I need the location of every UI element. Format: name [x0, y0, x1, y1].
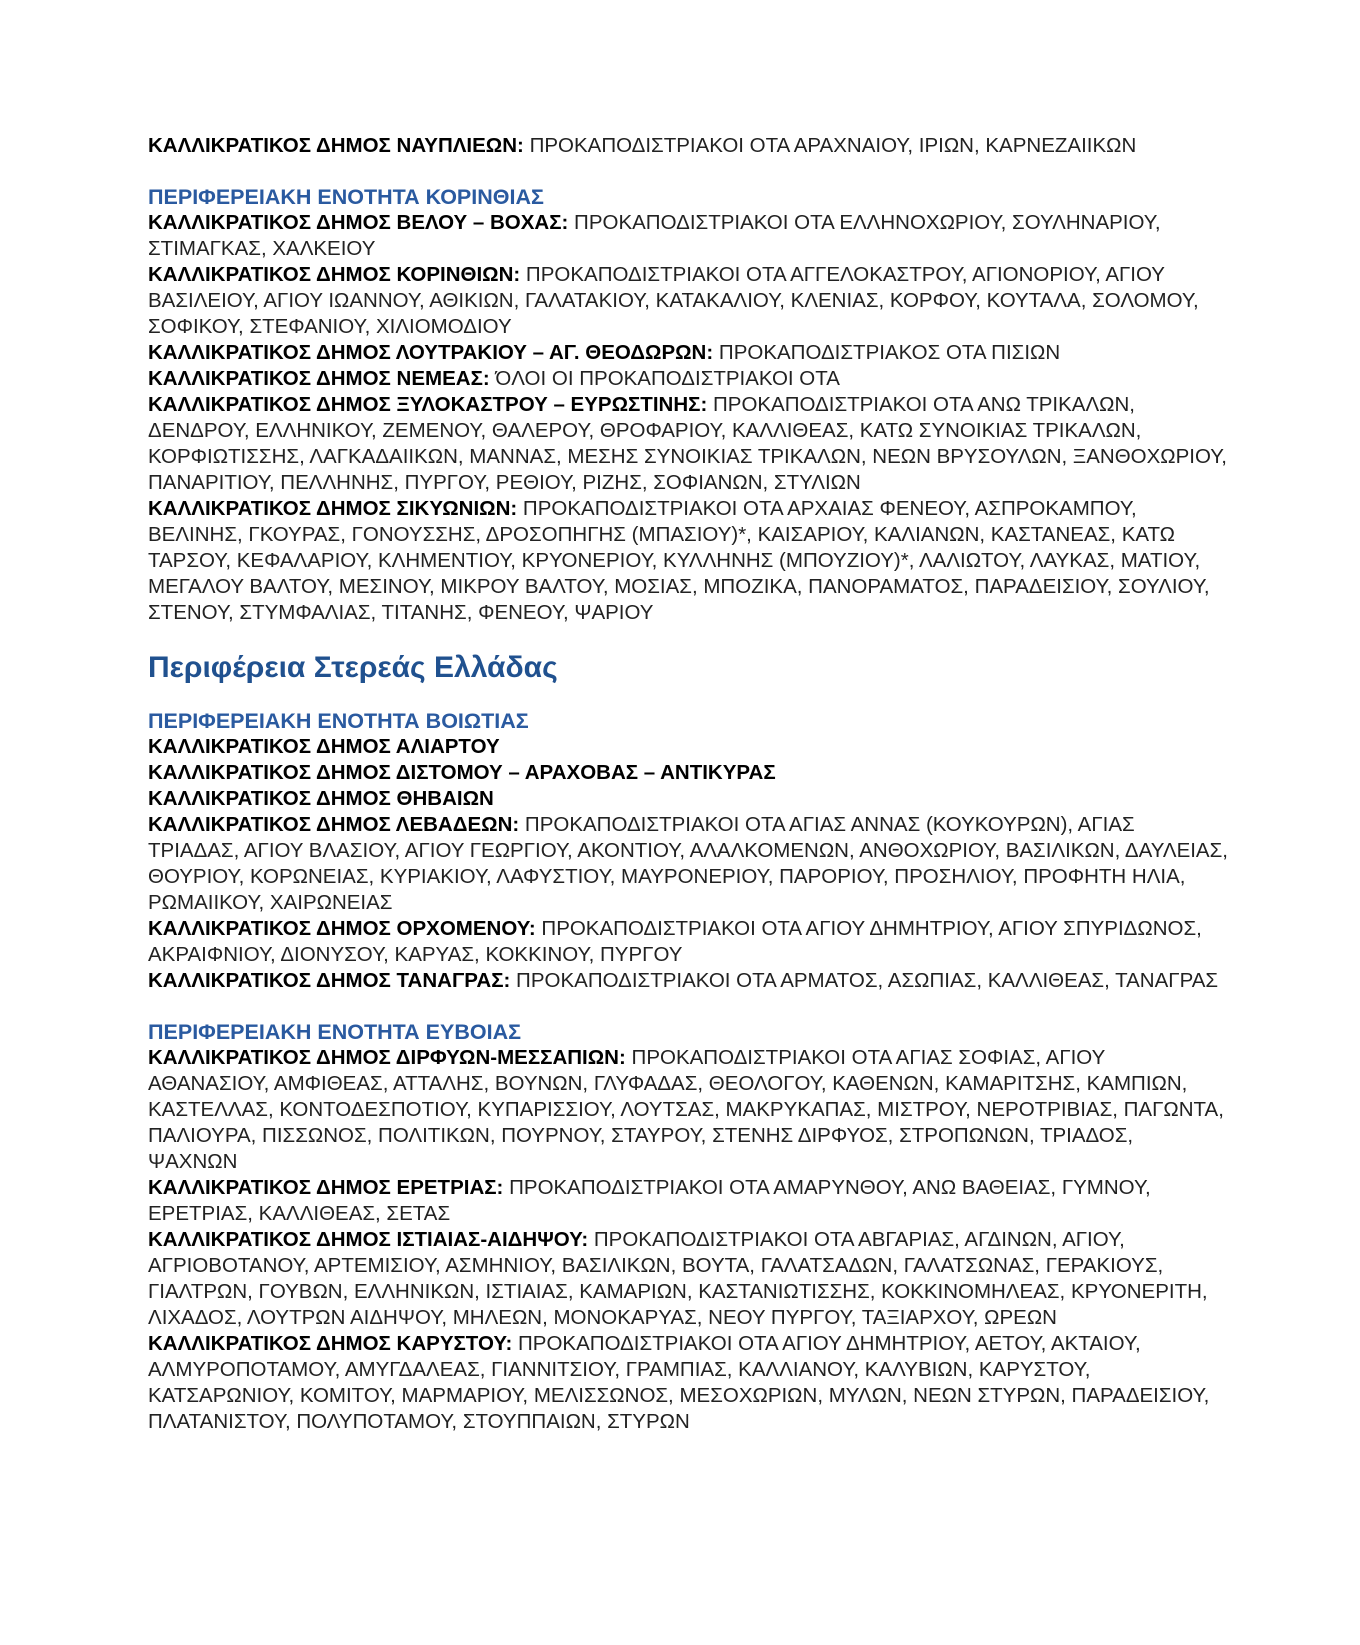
municipality-name: ΚΑΛΛΙΚΡΑΤΙΚΟΣ ΔΗΜΟΣ ΙΣΤΙΑΙΑΣ-ΑΙΔΗΨΟΥ: — [148, 1228, 589, 1251]
municipality-communities: ΠΡΟΚΑΠΟΔΙΣΤΡΙΑΚΟΙ ΟΤΑ ΕΛΛΗΝΟΧΩΡΙΟΥ, ΣΟΥΛΗΝΑΡΙΟΥ, ΣΤΙΜΑΓΚΑΣ, ΧΑΛΚΕΙΟΥ — [148, 211, 1161, 260]
municipality-name: ΚΑΛΛΙΚΡΑΤΙΚΟΣ ΔΗΜΟΣ ΝΕΜΕΑΣ: — [148, 367, 490, 390]
municipality-communities: ΠΡΟΚΑΠΟΔΙΣΤΡΙΑΚΟΙ ΟΤΑ ΑΡΑΧΝΑΙΟΥ, ΙΡΙΩΝ, ΚΑΡΝΕΖΑΙΙΚΩΝ — [523, 134, 1137, 157]
municipality-name: ΚΑΛΛΙΚΡΑΤΙΚΟΣ ΔΗΜΟΣ ΞΥΛΟΚΑΣΤΡΟΥ – ΕΥΡΩΣΤΙΝΗΣ: — [148, 393, 708, 416]
municipality-entry — [148, 1175, 1228, 1227]
municipality-entry — [148, 1045, 1228, 1175]
municipality-name: ΚΑΛΛΙΚΡΑΤΙΚΟΣ ΔΗΜΟΣ ΒΕΛΟΥ – ΒΟΧΑΣ: — [148, 211, 569, 234]
municipality-entry — [148, 340, 1228, 366]
municipality-communities: ΠΡΟΚΑΠΟΔΙΣΤΡΙΑΚΟΣ ΟΤΑ ΠΙΣΙΩΝ — [713, 341, 1061, 364]
municipality-name: ΚΑΛΛΙΚΡΑΤΙΚΟΣ ΔΗΜΟΣ ΚΟΡΙΝΘΙΩΝ: — [148, 263, 521, 286]
municipality-communities: ΠΡΟΚΑΠΟΔΙΣΤΡΙΑΚΟΙ ΟΤΑ ΑΓΓΕΛΟΚΑΣΤΡΟΥ, ΑΓΙΟΝΟΡΙΟΥ, ΑΓΙΟΥ ΒΑΣΙΛΕΙΟΥ, ΑΓΙΟΥ ΙΩΑΝΝΟΥ, ΑΘΙΚΙΩΝ, ΓΑΛΑΤΑΚΙΟΥ, ΚΑΤΑΚΑΛΙΟΥ, ΚΛΕΝΙΑΣ, ΚΟΡΦΟΥ, ΚΟΥΤΑΛΑ, ΣΟΛΟΜΟΥ, ΣΟΦΙΚΟΥ, ΣΤΕΦΑΝΙΟΥ, ΧΙΛΙΟΜΟΔΙΟΥ — [148, 263, 1199, 338]
municipality-name: ΚΑΛΛΙΚΡΑΤΙΚΟΣ ΔΗΜΟΣ ΟΡΧΟΜΕΝΟΥ: — [148, 917, 536, 940]
municipality-name: ΚΑΛΛΙΚΡΑΤΙΚΟΣ ΔΗΜΟΣ ΔΙΡΦΥΩΝ-ΜΕΣΣΑΠΙΩΝ: — [148, 1046, 626, 1069]
municipality-entry — [148, 1331, 1228, 1435]
document-page — [148, 133, 1228, 1435]
municipality-entry — [148, 760, 1228, 786]
municipality-entry — [148, 916, 1228, 968]
municipality-communities: ΠΡΟΚΑΠΟΔΙΣΤΡΙΑΚΟΙ ΟΤΑ ΑΡΜΑΤΟΣ, ΑΣΩΠΙΑΣ, ΚΑΛΛΙΘΕΑΣ, ΤΑΝΑΓΡΑΣ — [510, 969, 1219, 992]
municipality-name: ΚΑΛΛΙΚΡΑΤΙΚΟΣ ΔΗΜΟΣ ΤΑΝΑΓΡΑΣ: — [148, 969, 511, 992]
municipality-entry — [148, 262, 1228, 340]
municipality-name: ΚΑΛΛΙΚΡΑΤΙΚΟΣ ΔΗΜΟΣ ΔΙΣΤΟΜΟΥ – ΑΡΑΧΟΒΑΣ – ΑΝΤΙΚΥΡΑΣ — [148, 761, 776, 784]
municipality-name: ΚΑΛΛΙΚΡΑΤΙΚΟΣ ΔΗΜΟΣ ΕΡΕΤΡΙΑΣ: — [148, 1176, 504, 1199]
unit-title: ΠΕΡΙΦΕΡΕΙΑΚΗ ΕΝΟΤΗΤΑ ΕΥΒΟΙΑΣ — [148, 1020, 521, 1044]
municipality-communities: ΠΡΟΚΑΠΟΔΙΣΤΡΙΑΚΟΙ ΟΤΑ ΑΓΙΟΥ ΔΗΜΗΤΡΙΟΥ, ΑΕΤΟΥ, ΑΚΤΑΙΟΥ, ΑΛΜΥΡΟΠΟΤΑΜΟΥ, ΑΜΥΓΔΑΛΕΑΣ, ΓΙΑΝΝΙΤΣΙΟΥ, ΓΡΑΜΠΙΑΣ, ΚΑΛΛΙΑΝΟΥ, ΚΑΛΥΒΙΩΝ, ΚΑΡΥΣΤΟΥ, ΚΑΤΣΑΡΩΝΙΟΥ, ΚΟΜΙΤΟΥ, ΜΑΡΜΑΡΙΟΥ, ΜΕΛΙΣΣΩΝΟΣ, ΜΕΣΟΧΩΡΙΩΝ, ΜΥΛΩΝ, ΝΕΩΝ ΣΤΥΡΩΝ, ΠΑΡΑΔΕΙΣΙΟΥ, ΠΛΑΤΑΝΙΣΤΟΥ, ΠΟΛΥΠΟΤΑΜΟΥ, ΣΤΟΥΠΠΑΙΩΝ, ΣΤΥΡΩΝ — [148, 1332, 1210, 1433]
municipality-name: ΚΑΛΛΙΚΡΑΤΙΚΟΣ ΔΗΜΟΣ ΛΟΥΤΡΑΚΙΟΥ – ΑΓ. ΘΕΟΔΩΡΩΝ: — [148, 341, 714, 364]
municipality-entry — [148, 786, 1228, 812]
unit-korinthia — [148, 184, 1228, 626]
municipality-communities: ΠΡΟΚΑΠΟΔΙΣΤΡΙΑΚΟΙ ΟΤΑ ΑΓΙΑΣ ΣΟΦΙΑΣ, ΑΓΙΟΥ ΑΘΑΝΑΣΙΟΥ, ΑΜΦΙΘΕΑΣ, ΑΤΤΑΛΗΣ, ΒΟΥΝΩΝ, ΓΛΥΦΑΔΑΣ, ΘΕΟΛΟΓΟΥ, ΚΑΘΕΝΩΝ, ΚΑΜΑΡΙΤΣΗΣ, ΚΑΜΠΙΩΝ, ΚΑΣΤΕΛΛΑΣ, ΚΟΝΤΟΔΕΣΠΟΤΙΟΥ, ΚΥΠΑΡΙΣΣΙΟΥ, ΛΟΥΤΣΑΣ, ΜΑΚΡΥΚΑΠΑΣ, ΜΙΣΤΡΟΥ, ΝΕΡΟΤΡΙΒΙΑΣ, ΠΑΓΩΝΤΑ, ΠΑΛΙΟΥΡΑ, ΠΙΣΣΩΝΟΣ, ΠΟΛΙΤΙΚΩΝ, ΠΟΥΡΝΟΥ, ΣΤΑΥΡΟΥ, ΣΤΕΝΗΣ ΔΙΡΦΥΟΣ, ΣΤΡΟΠΩΝΩΝ, ΤΡΙΑΔΟΣ, ΨΑΧΝΩΝ — [148, 1046, 1224, 1173]
unit-voiotia — [148, 708, 1228, 994]
municipality-entry — [148, 496, 1228, 626]
municipality-entry — [148, 366, 1228, 392]
municipality-entry — [148, 734, 1228, 760]
municipality-communities: ΠΡΟΚΑΠΟΔΙΣΤΡΙΑΚΟΙ ΟΤΑ ΑΡΧΑΙΑΣ ΦΕΝΕΟΥ, ΑΣΠΡΟΚΑΜΠΟΥ, ΒΕΛΙΝΗΣ, ΓΚΟΥΡΑΣ, ΓΟΝΟΥΣΣΗΣ, ΔΡΟΣΟΠΗΓΗΣ (ΜΠΑΣΙΟΥ)*, ΚΑΙΣΑΡΙΟΥ, ΚΑΛΙΑΝΩΝ, ΚΑΣΤΑΝΕΑΣ, ΚΑΤΩ ΤΑΡΣΟΥ, ΚΕΦΑΛΑΡΙΟΥ, ΚΛΗΜΕΝΤΙΟΥ, ΚΡΥΟΝΕΡΙΟΥ, ΚΥΛΛΗΝΗΣ (ΜΠΟΥΖΙΟΥ)*, ΛΑΛΙΩΤΟΥ, ΛΑΥΚΑΣ, ΜΑΤΙΟΥ, ΜΕΓΑΛΟΥ ΒΑΛΤΟΥ, ΜΕΣΙΝΟΥ, ΜΙΚΡΟΥ ΒΑΛΤΟΥ, ΜΟΣΙΑΣ, ΜΠΟΖΙΚΑ, ΠΑΝΟΡΑΜΑΤΟΣ, ΠΑΡΑΔΕΙΣΙΟΥ, ΣΟΥΛΙΟΥ, ΣΤΕΝΟΥ, ΣΤΥΜΦΑΛΙΑΣ, ΤΙΤΑΝΗΣ, ΦΕΝΕΟΥ, ΨΑΡΙΟΥ — [148, 497, 1210, 624]
municipality-entry-nafplio — [148, 133, 1228, 159]
region-title: Περιφέρεια Στερεάς Ελλάδας — [148, 651, 558, 684]
municipality-communities: ΠΡΟΚΑΠΟΔΙΣΤΡΙΑΚΟΙ ΟΤΑ ΑΒΓΑΡΙΑΣ, ΑΓΔΙΝΩΝ, ΑΓΙΟΥ, ΑΓΡΙΟΒΟΤΑΝΟΥ, ΑΡΤΕΜΙΣΙΟΥ, ΑΣΜΗΝΙΟΥ, ΒΑΣΙΛΙΚΩΝ, ΒΟΥΤΑ, ΓΑΛΑΤΣΑΔΩΝ, ΓΑΛΑΤΣΩΝΑΣ, ΓΕΡΑΚΙΟΥΣ, ΓΙΑΛΤΡΩΝ, ΓΟΥΒΩΝ, ΕΛΛΗΝΙΚΩΝ, ΙΣΤΙΑΙΑΣ, ΚΑΜΑΡΙΩΝ, ΚΑΣΤΑΝΙΩΤΙΣΣΗΣ, ΚΟΚΚΙΝΟΜΗΛΕΑΣ, ΚΡΥΟΝΕΡΙΤΗ, ΛΙΧΑΔΟΣ, ΛΟΥΤΡΩΝ ΑΙΔΗΨΟΥ, ΜΗΛΕΩΝ, ΜΟΝΟΚΑΡΥΑΣ, ΝΕΟΥ ΠΥΡΓΟΥ, ΤΑΞΙΑΡΧΟΥ, ΩΡΕΩΝ — [148, 1228, 1208, 1329]
municipality-entry — [148, 392, 1228, 496]
unit-title: ΠΕΡΙΦΕΡΕΙΑΚΗ ΕΝΟΤΗΤΑ ΒΟΙΩΤΙΑΣ — [148, 709, 529, 733]
municipality-name: ΚΑΛΛΙΚΡΑΤΙΚΟΣ ΔΗΜΟΣ ΘΗΒΑΙΩΝ — [148, 787, 494, 810]
municipality-entry — [148, 968, 1228, 994]
unit-title: ΠΕΡΙΦΕΡΕΙΑΚΗ ΕΝΟΤΗΤΑ ΚΟΡΙΝΘΙΑΣ — [148, 185, 544, 209]
municipality-name: ΚΑΛΛΙΚΡΑΤΙΚΟΣ ΔΗΜΟΣ ΚΑΡΥΣΤΟΥ: — [148, 1332, 513, 1355]
municipality-communities: ΠΡΟΚΑΠΟΔΙΣΤΡΙΑΚΟΙ ΟΤΑ ΑΝΩ ΤΡΙΚΑΛΩΝ, ΔΕΝΔΡΟΥ, ΕΛΛΗΝΙΚΟΥ, ΖΕΜΕΝΟΥ, ΘΑΛΕΡΟΥ, ΘΡΟΦΑΡΙΟΥ, ΚΑΛΛΙΘΕΑΣ, ΚΑΤΩ ΣΥΝΟΙΚΙΑΣ ΤΡΙΚΑΛΩΝ, ΚΟΡΦΙΩΤΙΣΣΗΣ, ΛΑΓΚΑΔΑΙΙΚΩΝ, ΜΑΝΝΑΣ, ΜΕΣΗΣ ΣΥΝΟΙΚΙΑΣ ΤΡΙΚΑΛΩΝ, ΝΕΩΝ ΒΡΥΣΟΥΛΩΝ, ΞΑΝΘΟΧΩΡΙΟΥ, ΠΑΝΑΡΙΤΙΟΥ, ΠΕΛΛΗΝΗΣ, ΠΥΡΓΟΥ, ΡΕΘΙΟΥ, ΡΙΖΗΣ, ΣΟΦΙΑΝΩΝ, ΣΤΥΛΙΩΝ — [148, 393, 1228, 494]
municipality-entry — [148, 812, 1228, 916]
municipality-entry — [148, 1227, 1228, 1331]
municipality-communities: ΌΛΟΙ ΟΙ ΠΡΟΚΑΠΟΔΙΣΤΡΙΑΚΟΙ ΟΤΑ — [489, 367, 840, 390]
municipality-communities: ΠΡΟΚΑΠΟΔΙΣΤΡΙΑΚΟΙ ΟΤΑ ΑΓΙΑΣ ΑΝΝΑΣ (ΚΟΥΚΟΥΡΩΝ), ΑΓΙΑΣ ΤΡΙΑΔΑΣ, ΑΓΙΟΥ ΒΛΑΣΙΟΥ, ΑΓΙΟΥ ΓΕΩΡΓΙΟΥ, ΑΚΟΝΤΙΟΥ, ΑΛΑΛΚΟΜΕΝΩΝ, ΑΝΘΟΧΩΡΙΟΥ, ΒΑΣΙΛΙΚΩΝ, ΔΑΥΛΕΙΑΣ, ΘΟΥΡΙΟΥ, ΚΟΡΩΝΕΙΑΣ, ΚΥΡΙΑΚΙΟΥ, ΛΑΦΥΣΤΙΟΥ, ΜΑΥΡΟΝΕΡΙΟΥ, ΠΑΡΟΡΙΟΥ, ΠΡΟΣΗΛΙΟΥ, ΠΡΟΦΗΤΗ ΗΛΙΑ, ΡΩΜΑΙΙΚΟΥ, ΧΑΙΡΩΝΕΙΑΣ — [148, 813, 1228, 914]
municipality-name: ΚΑΛΛΙΚΡΑΤΙΚΟΣ ΔΗΜΟΣ ΝΑΥΠΛΙΕΩΝ: — [148, 134, 524, 157]
unit-evvoia — [148, 1019, 1228, 1435]
municipality-name: ΚΑΛΛΙΚΡΑΤΙΚΟΣ ΔΗΜΟΣ ΑΛΙΑΡΤΟΥ — [148, 735, 500, 758]
municipality-name: ΚΑΛΛΙΚΡΑΤΙΚΟΣ ΔΗΜΟΣ ΛΕΒΑΔΕΩΝ: — [148, 813, 520, 836]
municipality-communities: ΠΡΟΚΑΠΟΔΙΣΤΡΙΑΚΟΙ ΟΤΑ ΑΓΙΟΥ ΔΗΜΗΤΡΙΟΥ, ΑΓΙΟΥ ΣΠΥΡΙΔΩΝΟΣ, ΑΚΡΑΙΦΝΙΟΥ, ΔΙΟΝΥΣΟΥ, ΚΑΡΥΑΣ, ΚΟΚΚΙΝΟΥ, ΠΥΡΓΟΥ — [148, 917, 1202, 966]
municipality-name: ΚΑΛΛΙΚΡΑΤΙΚΟΣ ΔΗΜΟΣ ΣΙΚΥΩΝΙΩΝ: — [148, 497, 518, 520]
municipality-entry — [148, 210, 1228, 262]
municipality-communities: ΠΡΟΚΑΠΟΔΙΣΤΡΙΑΚΟΙ ΟΤΑ ΑΜΑΡΥΝΘΟΥ, ΑΝΩ ΒΑΘΕΙΑΣ, ΓΥΜΝΟΥ, ΕΡΕΤΡΙΑΣ, ΚΑΛΛΙΘΕΑΣ, ΣΕΤΑΣ — [148, 1176, 1151, 1225]
